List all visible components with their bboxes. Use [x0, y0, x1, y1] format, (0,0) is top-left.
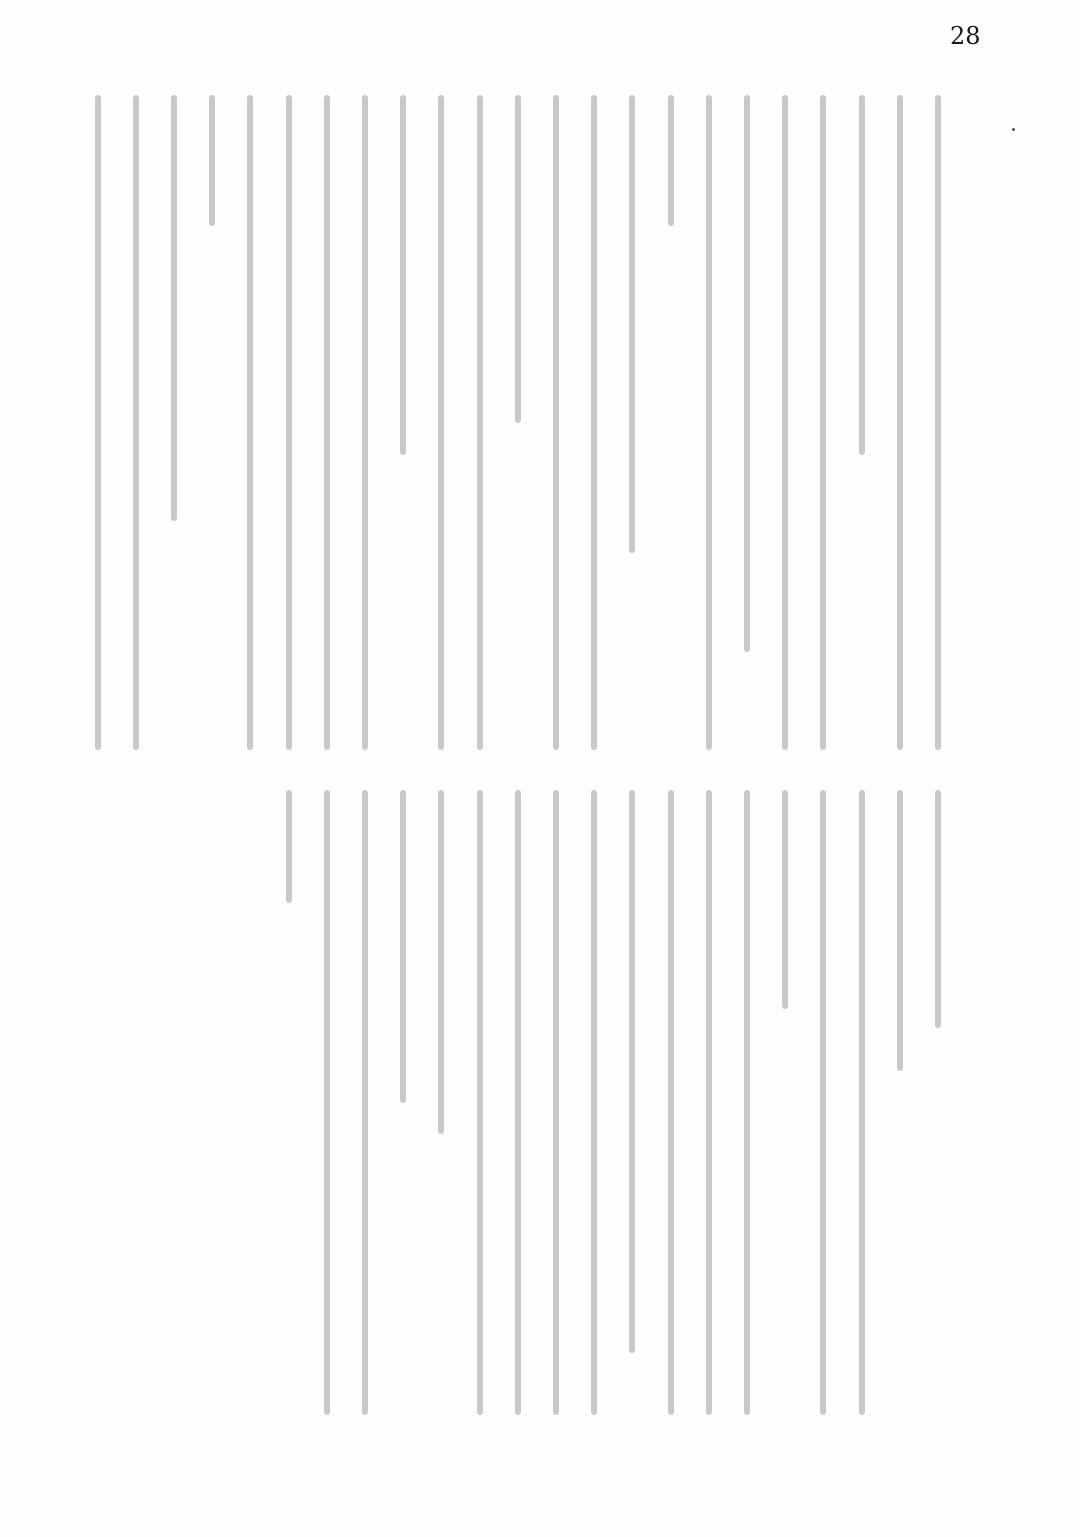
text-column-placeholder: [744, 95, 750, 652]
text-column-placeholder: [477, 95, 483, 750]
text-column-placeholder: [133, 95, 139, 750]
scan-speck: [1012, 128, 1015, 131]
text-column-placeholder: [668, 95, 674, 226]
text-column-placeholder: [820, 790, 826, 1415]
text-column-placeholder: [553, 95, 559, 750]
text-column-placeholder: [515, 95, 521, 423]
text-column-placeholder: [706, 790, 712, 1415]
text-column-placeholder: [629, 790, 635, 1353]
page-number: 28: [950, 22, 981, 50]
text-column-placeholder: [935, 790, 941, 1028]
text-column-placeholder: [286, 790, 292, 903]
text-column-placeholder: [209, 95, 215, 226]
text-column-placeholder: [362, 95, 368, 750]
text-column-placeholder: [629, 95, 635, 553]
text-block-upper: [140, 95, 950, 750]
text-column-placeholder: [362, 790, 368, 1415]
text-column-placeholder: [553, 790, 559, 1415]
text-column-placeholder: [324, 95, 330, 750]
text-block-lower: [140, 790, 950, 1415]
text-column-placeholder: [477, 790, 483, 1415]
text-column-placeholder: [859, 790, 865, 1415]
text-column-placeholder: [782, 95, 788, 750]
text-column-placeholder: [591, 95, 597, 750]
text-column-placeholder: [286, 95, 292, 750]
text-column-placeholder: [935, 95, 941, 750]
text-column-placeholder: [247, 95, 253, 750]
text-column-placeholder: [859, 95, 865, 455]
text-column-placeholder: [591, 790, 597, 1415]
text-column-placeholder: [400, 95, 406, 455]
text-column-placeholder: [668, 790, 674, 1415]
text-column-placeholder: [400, 790, 406, 1103]
text-column-placeholder: [324, 790, 330, 1415]
text-column-placeholder: [515, 790, 521, 1415]
text-column-placeholder: [438, 790, 444, 1134]
text-column-placeholder: [706, 95, 712, 750]
text-column-placeholder: [897, 95, 903, 750]
text-column-placeholder: [438, 95, 444, 750]
text-column-placeholder: [897, 790, 903, 1071]
text-column-placeholder: [744, 790, 750, 1415]
text-column-placeholder: [820, 95, 826, 750]
text-column-placeholder: [95, 95, 101, 750]
text-column-placeholder: [171, 95, 177, 521]
text-column-placeholder: [782, 790, 788, 1009]
